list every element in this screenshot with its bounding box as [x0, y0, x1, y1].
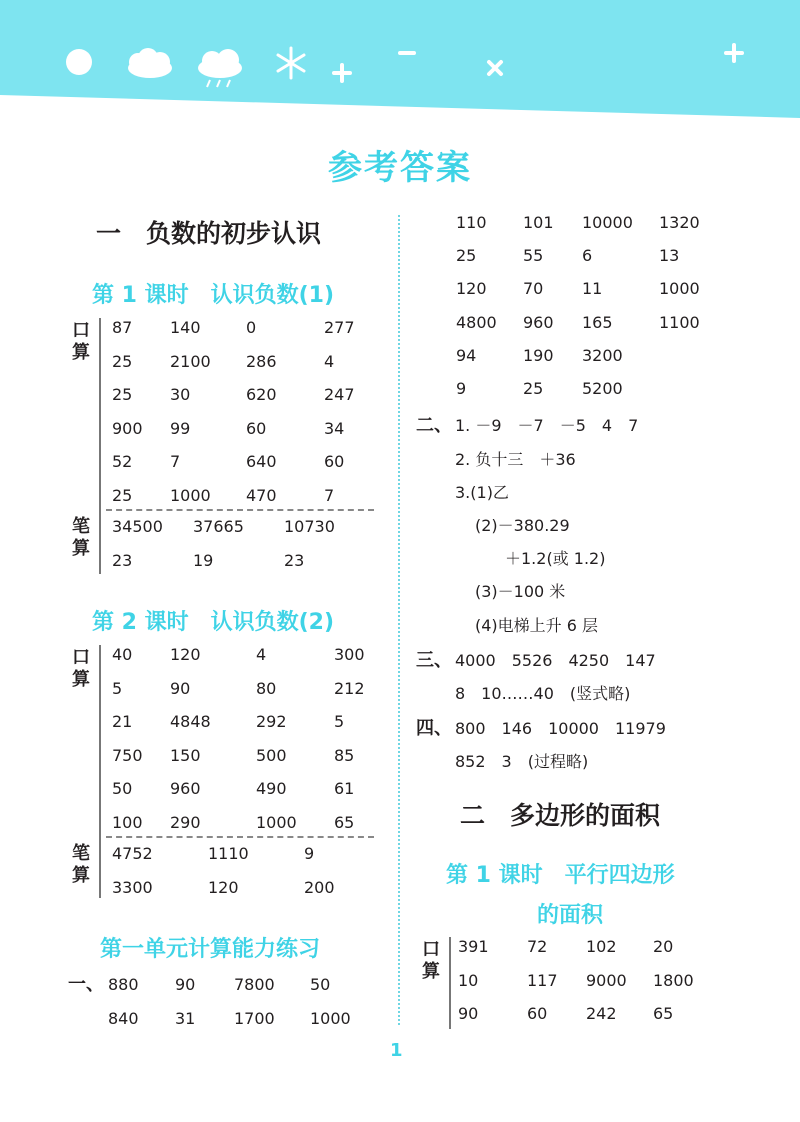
- unit-title: 一 负数的初步认识: [96, 219, 322, 248]
- answer-row: [68, 813, 378, 847]
- answer-row: [68, 452, 378, 486]
- answer-value: 25: [112, 385, 133, 405]
- answer-line: 2. 负十三 ＋36: [455, 450, 576, 469]
- answer-value: 277: [324, 318, 355, 337]
- answer-value: 13: [659, 246, 680, 266]
- answer-value: 5: [112, 678, 123, 698]
- answer-row: [68, 712, 378, 746]
- answer-value: 52: [112, 452, 133, 472]
- answer-value: 61: [334, 779, 355, 799]
- section-label: 三、: [416, 650, 452, 671]
- answer-value: 200: [304, 878, 335, 897]
- answer-value: 9: [456, 379, 467, 398]
- answer-value: 9000: [586, 970, 627, 990]
- answer-value: 90: [458, 1004, 479, 1023]
- answer-value: 10: [458, 970, 479, 990]
- answer-value: 1800: [653, 970, 694, 990]
- answer-value: 50: [310, 975, 331, 994]
- answer-value: 70: [523, 279, 544, 299]
- answer-row: [418, 379, 778, 413]
- answer-row: [68, 385, 378, 419]
- answer-value: 94: [456, 345, 477, 365]
- answer-value: 50: [112, 779, 133, 799]
- answer-value: 40: [112, 645, 133, 664]
- answer-value: 1000: [659, 279, 700, 299]
- answer-row: [68, 318, 378, 352]
- answer-value: 7800: [234, 975, 275, 994]
- answer-value: 1320: [659, 213, 700, 232]
- answer-line: 8 10……40 (竖式略): [455, 684, 631, 703]
- answer-value: 165: [582, 312, 613, 332]
- answer-row: [68, 1009, 378, 1043]
- answer-value: 55: [523, 246, 544, 266]
- dashed-separator: [106, 836, 374, 838]
- answer-value: 290: [170, 813, 201, 832]
- oral-label: 口 算: [72, 320, 90, 363]
- answer-value: 640: [246, 452, 277, 472]
- answer-value: 11: [582, 279, 603, 299]
- answer-row: [68, 486, 378, 520]
- answer-value: 1000: [310, 1009, 351, 1028]
- answer-value: 4800: [456, 312, 497, 332]
- lesson-1-answers: [68, 316, 378, 576]
- answer-row: [418, 971, 778, 1005]
- answer-row: [418, 213, 778, 247]
- answer-value: 620: [246, 385, 277, 405]
- answer-row: [68, 779, 378, 813]
- answer-value: 23: [112, 551, 133, 570]
- lesson-title: 的面积: [537, 903, 604, 928]
- answer-row: [68, 352, 378, 386]
- answer-value: 190: [523, 345, 554, 365]
- answer-row: [68, 517, 378, 551]
- answer-value: 750: [112, 745, 143, 765]
- answer-value: 85: [334, 745, 355, 765]
- answer-row: [418, 246, 778, 280]
- answer-value: 470: [246, 486, 277, 505]
- answer-value: 490: [256, 779, 287, 799]
- answer-value: 5: [334, 712, 345, 732]
- answer-line: (2)－380.29: [475, 516, 570, 535]
- answer-value: 25: [112, 351, 133, 371]
- answer-value: 60: [324, 452, 345, 472]
- answer-line: 852 3 (过程略): [455, 752, 589, 771]
- answer-value: 7: [170, 452, 181, 472]
- answer-value: 19: [193, 551, 214, 570]
- answer-value: 60: [246, 418, 267, 438]
- answer-value: 99: [170, 418, 191, 438]
- oral-label: 口 算: [72, 647, 90, 690]
- answer-value: 500: [256, 745, 287, 765]
- header-banner: [0, 0, 800, 125]
- answer-value: 25: [523, 379, 544, 398]
- answer-row: [68, 975, 378, 1009]
- answer-row: [418, 346, 778, 380]
- answer-row: [418, 937, 778, 971]
- written-label: 笔 算: [72, 843, 90, 886]
- answer-value: 117: [527, 970, 558, 990]
- sun-icon: [66, 49, 92, 75]
- answer-value: 37665: [193, 517, 244, 536]
- answer-value: 242: [586, 1004, 617, 1023]
- lesson-title: 第 1 课时 认识负数(1): [92, 283, 335, 308]
- answer-value: 23: [284, 551, 305, 570]
- answer-value: 120: [456, 279, 487, 299]
- answer-value: 10730: [284, 517, 335, 536]
- answer-value: 300: [334, 645, 365, 664]
- answer-value: 1000: [256, 813, 297, 832]
- answer-value: 9: [304, 844, 315, 863]
- practice-section-1: [68, 975, 378, 1045]
- answer-value: 150: [170, 745, 201, 765]
- answer-row: [68, 746, 378, 780]
- answer-value: 65: [334, 813, 355, 832]
- answer-value: 80: [256, 678, 277, 698]
- answer-row: [68, 878, 378, 912]
- answer-row: [418, 1004, 778, 1038]
- page-title: 参考答案: [328, 148, 472, 188]
- answer-value: 21: [112, 712, 133, 732]
- answer-row: [418, 313, 778, 347]
- answer-value: 900: [112, 418, 143, 438]
- answer-value: 4: [324, 351, 335, 371]
- answer-value: 292: [256, 712, 287, 732]
- answer-value: 286: [246, 351, 277, 371]
- answer-value: 90: [175, 975, 196, 994]
- answer-value: 1100: [659, 312, 700, 332]
- answer-value: 34: [324, 418, 345, 438]
- answer-value: 4752: [112, 844, 153, 863]
- lesson-2-answers: [68, 643, 378, 903]
- answer-value: 90: [170, 678, 191, 698]
- answer-value: 20: [653, 937, 674, 956]
- unit2-lesson-1-answers: [418, 935, 778, 1035]
- answer-value: 212: [334, 678, 365, 698]
- answer-value: 34500: [112, 517, 163, 536]
- answer-value: 880: [108, 975, 139, 994]
- answer-value: 30: [170, 385, 191, 405]
- answer-value: 120: [170, 645, 201, 664]
- answer-line: 3.(1)乙: [455, 483, 509, 502]
- answer-value: 31: [175, 1009, 196, 1028]
- answer-value: 960: [523, 312, 554, 332]
- answer-value: 4848: [170, 712, 211, 732]
- answer-value: 120: [208, 878, 239, 897]
- answer-value: 0: [246, 318, 257, 337]
- answer-value: 7: [324, 486, 335, 505]
- section-label: 一、: [68, 974, 104, 995]
- answer-row: [68, 551, 378, 585]
- answer-value: 110: [456, 213, 487, 232]
- answer-row: [68, 679, 378, 713]
- answer-value: 1700: [234, 1009, 275, 1028]
- answer-value: 840: [108, 1009, 139, 1028]
- oral-label: 口 算: [422, 939, 440, 982]
- answer-value: 1110: [208, 844, 249, 863]
- answer-line: (4)电梯上升 6 层: [475, 616, 599, 635]
- page-number: 1: [390, 1040, 403, 1061]
- answer-value: 3200: [582, 345, 623, 365]
- answer-line: 4000 5526 4250 147: [455, 651, 656, 670]
- answer-value: 4: [256, 645, 267, 664]
- answer-value: 100: [112, 813, 143, 832]
- answer-line: 800 146 10000 11979: [455, 719, 666, 738]
- answer-row: [68, 844, 378, 878]
- lesson-title: 第 2 课时 认识负数(2): [92, 610, 335, 635]
- answer-value: 247: [324, 385, 355, 405]
- answer-value: 6: [582, 246, 593, 266]
- answer-value: 72: [527, 937, 548, 956]
- dashed-separator: [106, 509, 374, 511]
- answer-value: 5200: [582, 379, 623, 398]
- answer-value: 3300: [112, 878, 153, 897]
- answer-value: 1000: [170, 486, 211, 505]
- practice-section-1-continued: [418, 213, 778, 418]
- section-label: 四、: [416, 718, 452, 739]
- answer-value: 10000: [582, 213, 633, 232]
- answer-value: 391: [458, 937, 489, 956]
- answer-value: 25: [112, 486, 133, 505]
- unit-title: 二 多边形的面积: [460, 801, 661, 830]
- answer-line: ＋1.2(或 1.2): [505, 549, 606, 568]
- lesson-title: 第 1 课时 平行四边形: [446, 863, 675, 888]
- answer-value: 140: [170, 318, 201, 337]
- answer-value: 960: [170, 779, 201, 799]
- answer-line: (3)－100 米: [475, 582, 566, 601]
- section-label: 二、: [416, 415, 452, 436]
- answer-row: [68, 645, 378, 679]
- answer-line: 1. －9 －7 －5 4 7: [455, 416, 639, 435]
- answer-row: [418, 279, 778, 313]
- answer-value: 25: [456, 246, 477, 266]
- answer-value: 101: [523, 213, 554, 232]
- practice-title: 第一单元计算能力练习: [100, 937, 321, 962]
- answer-value: 60: [527, 1004, 548, 1023]
- answer-value: 102: [586, 937, 617, 956]
- answer-value: 65: [653, 1004, 674, 1023]
- written-label: 笔 算: [72, 516, 90, 559]
- column-divider: [398, 215, 400, 1025]
- answer-value: 2100: [170, 351, 211, 371]
- answer-value: 87: [112, 318, 133, 337]
- answer-row: [68, 419, 378, 453]
